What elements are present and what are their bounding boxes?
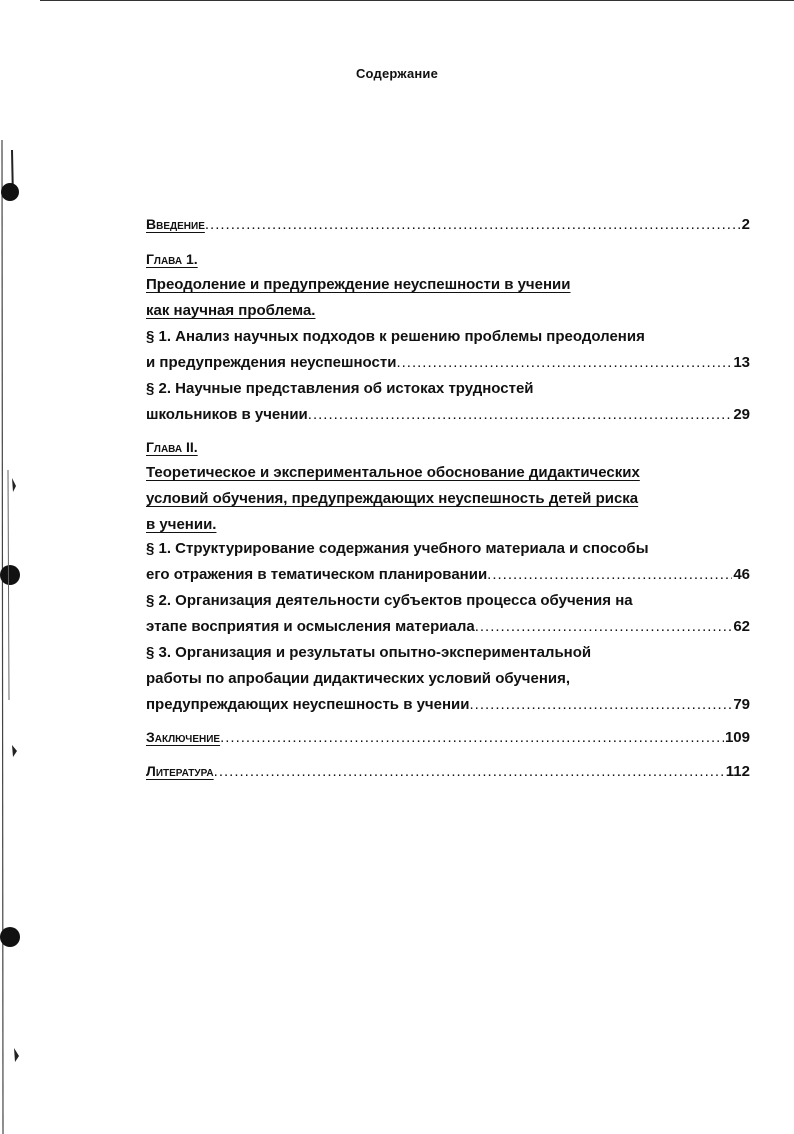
ch2-section1-line1: § 1. Структурирование содержания учебного материала и способы <box>146 540 649 557</box>
ch2-section2-line1: § 2. Организация деятельности субъектов процесса обучения на <box>146 592 633 609</box>
toc-entry-literature[interactable]: Литература ..... 112 <box>146 758 750 784</box>
punch-hole <box>1 183 19 201</box>
ch2-section3-line2: работы по апробации дидактических условий обучения, <box>146 670 571 687</box>
toc-label: Введение <box>146 216 205 232</box>
page-number: 2 <box>741 216 750 233</box>
ch1-section1-line1: § 1. Анализ научных подходов к решению проблемы преодоления <box>146 328 645 345</box>
leader-dots <box>214 759 725 785</box>
chapter2-title-line2: условий обучения, предупреждающих неуспешность детей риска <box>146 490 639 507</box>
toc-entry-ch2-s1[interactable]: его отражения в тематическом планировании ..... 46 <box>146 562 750 588</box>
binding-marks <box>0 0 30 1134</box>
chapter2-title-line3: в учении. <box>146 516 217 533</box>
toc-entry-conclusion[interactable]: Заключение ..... 109 <box>146 724 750 750</box>
ch1-section2-line1: § 2. Научные представления об истоках трудностей <box>146 380 534 397</box>
top-rule <box>40 0 794 1</box>
chapter2-heading: Глава II. <box>146 439 198 455</box>
leader-dots <box>396 350 732 376</box>
toc-entry-ch1-s1[interactable]: и предупреждения неуспешности ..... 13 <box>146 350 750 376</box>
toc-entry-ch1-s2[interactable]: школьников в учении ..... 29 <box>146 402 750 428</box>
toc-entry-ch2-s3[interactable]: предупреждающих неуспешность в учении ..... 79 <box>146 692 750 718</box>
toc-entry-ch2-s2[interactable]: этапе восприятия и осмысления материала ..... 62 <box>146 614 750 640</box>
leader-dots <box>487 562 732 588</box>
chapter1-title-line2: как научная проблема. <box>146 302 316 319</box>
page-number: 79 <box>733 696 750 713</box>
punch-hole <box>0 565 20 585</box>
page-number: 109 <box>724 729 750 746</box>
leader-dots <box>475 614 733 640</box>
page-number: 46 <box>733 566 750 583</box>
ch2-section3-line1: § 3. Организация и результаты опытно-экспериментальной <box>146 644 592 661</box>
page-number: 112 <box>725 763 750 780</box>
toc-entry-intro[interactable] <box>146 211 750 237</box>
page-title: Содержание <box>355 66 439 81</box>
chapter1-title-line1: Преодоление и предупреждение неуспешности в учении <box>146 276 571 293</box>
leader-dots <box>220 725 724 751</box>
page-number: 62 <box>733 618 750 635</box>
punch-hole <box>0 927 20 947</box>
leader-dots <box>205 212 741 238</box>
chapter2-title-line1: Теоретическое и экспериментальное обоснование дидактических <box>146 464 640 481</box>
leader-dots <box>469 692 732 718</box>
leader-dots <box>308 402 733 428</box>
page-number: 29 <box>733 406 750 423</box>
page-number: 13 <box>733 354 750 371</box>
chapter1-heading: Глава 1. <box>146 251 198 267</box>
